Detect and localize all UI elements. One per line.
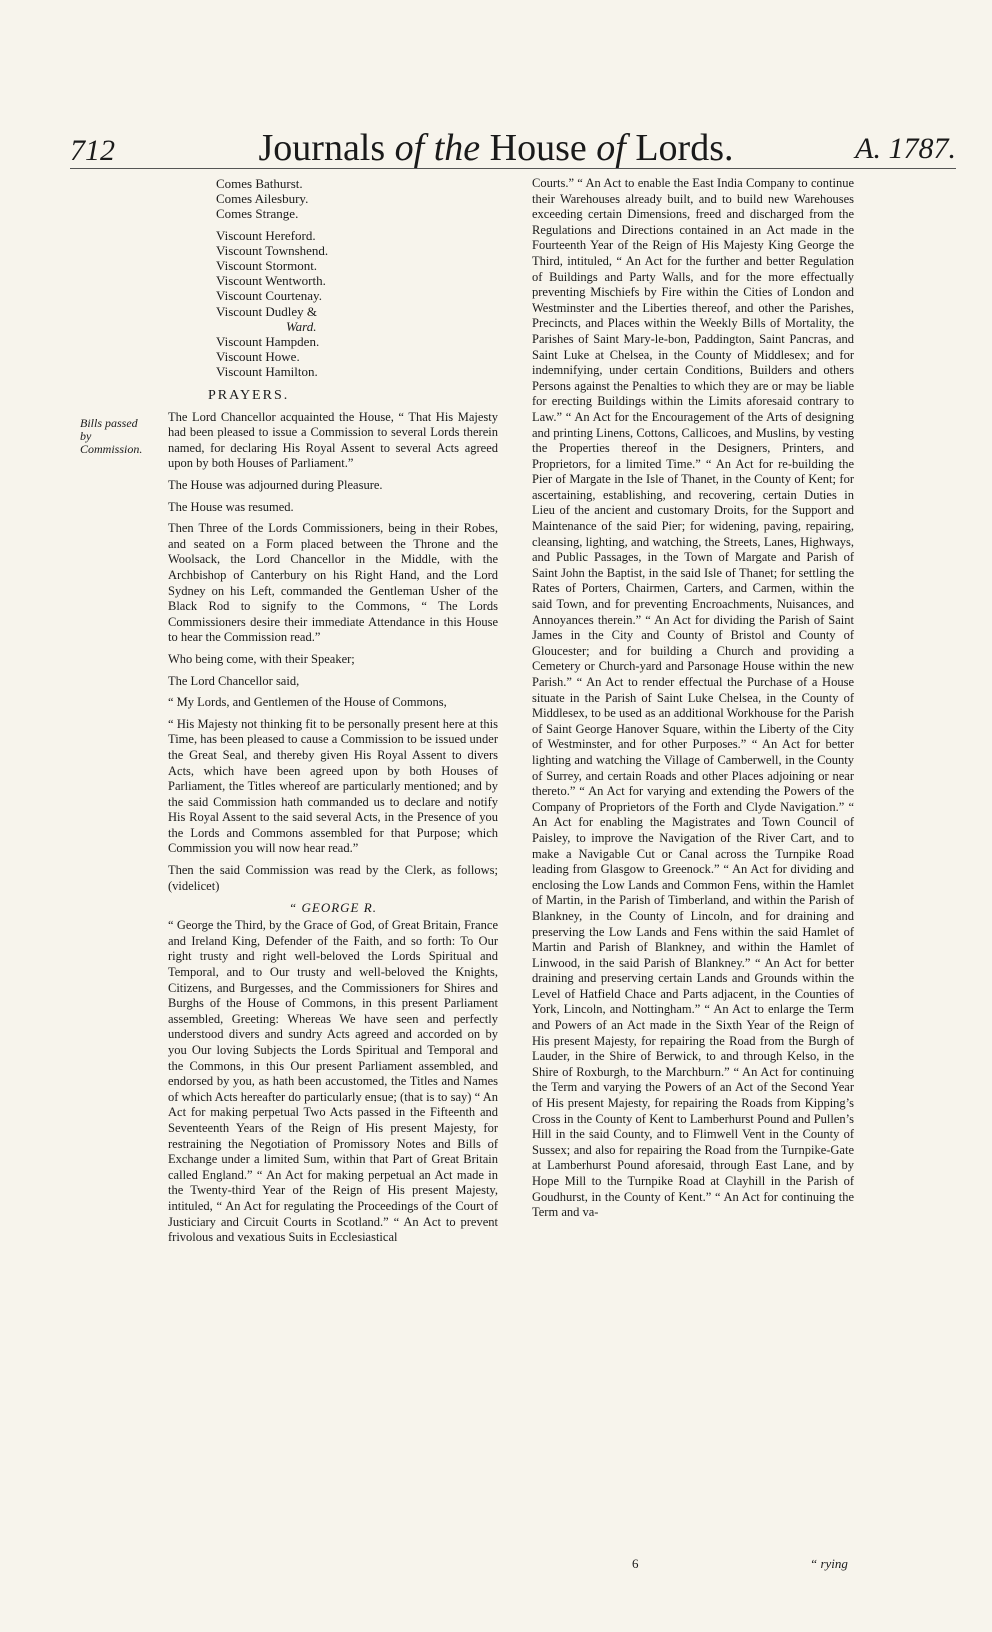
page-title — [0, 126, 992, 170]
para-resumed: The House was resumed. — [168, 499, 294, 514]
peer-viscount-4: Viscount Wentworth. — [216, 273, 326, 289]
title-word-3: the — [433, 127, 481, 169]
para-adjourned: The House was adjourned during Pleasure. — [168, 478, 383, 493]
george-r-heading: “ GEORGE R. — [289, 900, 377, 916]
peer-viscount-3: Viscount Stormont. — [216, 258, 318, 274]
para-address: “ My Lords, and Gentlemen of the House of Commons, — [168, 695, 447, 710]
peer-earl-2: Comes Ailesbury. — [216, 191, 309, 207]
catchword: “ rying — [810, 1556, 848, 1571]
peer-viscount-9: Viscount Hamilton. — [216, 364, 318, 380]
peer-viscount-7: Viscount Hampden. — [216, 334, 320, 350]
page-year: A. 1787. — [855, 132, 956, 165]
peer-viscount-6-cont: Ward. — [286, 318, 317, 334]
margin-note: Bills passed by Commission. — [80, 416, 143, 456]
para-acts-list: Courts.” “ An Act to enable the East India Company to continue their Warehouses already built, and to build new Warehouses exceeding certain Dimensions, freed and discharged from the Regulations and Directions contained in an Act made in the Fourteenth Year of the Reign of His Majesty King George the Third, intituled, “ An Act for the further and better Regulation of Buildings and Party Walls, and for the more effectually preventing Mischiefs by Fire within the Cities of London and Westminster and the Liberties thereof, and other the Parishes, Precincts, and Places within the Weekly Bills of Mortality, the Parishes of Saint Mary-le-bon, Paddington, Saint Pancras, and Saint Luke at Chelsea, in the County of Middlesex; and for indemnifying, under certain Conditions, Builders and others Persons against the Penalties to which they are or may be liable for erecting Buildings within the Limits aforesaid contrary to Law.” “ An Act for the Encouragement of the Arts of designing and printing Linens, Cottons, Callicoes, and Muslins, by vesting the Properties thereof in the Designers, Printers, and Proprietors, for a limited Time.” “ An Act for re-building the Pier of Margate in the Isle of Thanet, in the County of Kent; for ascertaining, establishing, and recovering, certain Duties in Lieu of the ancient and customary Droits, for the Support and Maintenance of the said Pier; for widening, paving, repairing, cleansing, lighting, and watching, the Streets, Lanes, Highways, and Public Passages, in the Town of Margate and Parish of Saint John the Baptist, in the said Isle of Thanet; for settling the Rates of Porters, Chairmen, Carters, and Carmen, within the said Town, and for preventing Encroachments, Nuisances, and Annoyances therein.” “ An Act for dividing the Parish of Saint James in the City and County of Bristol and County of Gloucester; and for building a Church and providing a Cemetery or Church-yard and Parsonage House within the new Parish.” “ An Act to render effectual the Purchase of a House situate in the Parish of Saint Luke Chelsea, in the County of Middlesex, to be used as an additional Workhouse for the Parish of Saint George Hanover Square, within the Liberty of the City of Westminster, and for other Purposes.” “ An Act for better lighting and watching the Village of Camberwell, in the County of Surrey, and certain Roads and other Places adjoining or near thereto.” “ An Act for varying and extending the Powers of the Company of Proprietors of the Forth and Clyde Navigation.” “ An Act for enabling the Magistrates and Town Council of Paisley, to improve the Navigation of the River Cart, and to make a Navigable Cut or Canal across the Turnpike Road leading from Glasgow to Greenock.” “ An Act for dividing and enclosing the Low Lands and Common Fens, within the Hamlet of Martin, in the Parish of Timberland, and within the Parish of Blankney, in the County of Lincoln, and for draining and preserving the Low Lands and Fens within the said Hamlet of Martin and Parish of Blankney, and within the Hamlet of Linwood, in the said Parish of Blankney.” “ An Act for better draining and preserving certain Lands and Grounds within the Level of Hatfield Chace and Parts adjacent, in the Counties of York, Lincoln, and Nottingham.” “ An Act to enlarge the Term and Powers of an Act made in the Sixth Year of the Reign of His present Majesty, for repairing the Road from the Burgh of Lauder, in the Shire of Berwick, to and through Kelso, in the Shire of Roxburgh, to the Marchburn.” “ An Act for continuing the Term and varying the Powers of an Act of the Second Year of His present Majesty, for repairing the Roads from Kipping’s Cross in the County of Kent to Lamberhurst Pound and Pullen’s Hill in the said County, and to Flimwell Vent in the County of Sussex; and also for repairing the Road from the Turnpike-Gate at Lamberhurst Pound aforesaid, through East Lane, and by Hope Mill to the Turnpike Road at Clayhill in the Parish of Goudhurst, in the County of Kent.” “ An Act for continuing the Term and va- — [532, 176, 854, 1220]
para-commissioners: Then Three of the Lords Commissioners, being in their Robes, and seated on a Form placed between the Throne and the Woolsack, the Lord Chancellor in the Middle, with the Archbishop of Canterbury on his Right Hand, and the Lord Sydney on his Left, commanded the Gentleman Usher of the Black Rod to signify to the Commons, “ The Lords Commissioners desire their immediate Attendance in this House to hear the Commission read.” — [168, 521, 498, 645]
header-rule — [70, 168, 956, 169]
peer-viscount-2: Viscount Townshend. — [216, 242, 329, 258]
left-column — [168, 176, 498, 1252]
title-word-1: Journals — [258, 127, 386, 169]
para-chancellor-acquainted: The Lord Chancellor acquainted the House, “ That His Majesty had been pleased to issue a Commission to several Lords therein named, for declaring His Royal Assent to several Acts agreed upon by both Houses of Parliament.” — [168, 409, 498, 471]
para-majesty-speech: “ His Majesty not thinking fit to be personally present here at this Time, has been pleased to cause a Commission to be issued under the Great Seal, and thereby given His Royal Assent to divers Acts, which have been agreed upon by both Houses of Parliament, the Titles whereof are particularly mentioned; and by the said Commission hath commanded us to declare and notify His Royal Assent to the said several Acts, in the Presence of you the Lords and Commons assembled for that Purpose; which Commission you will now hear read.” — [168, 716, 498, 856]
title-word-6: Lords. — [635, 127, 734, 169]
para-commission-read: Then the said Commission was read by the Clerk, as follows; (videlicet) — [168, 863, 498, 893]
para-commission-text: “ George the Third, by the Grace of God, of Great Britain, France and Ireland King, Defender of the Faith, and so forth: To Our right trusty and right well-beloved the Lords Spiritual and Temporal, and to Our trusty and well-beloved the Knights, Citizens, and Burgesses, and the Commissioners for Shires and Burghs of the House of Commons, in this present Parliament assembled, Greeting: Whereas We have seen and perfectly understood divers and sundry Acts agreed and accorded on by you Our loving Subjects the Lords Spiritual and Temporal and the Commons, in this Our present Parliament assembled, and endorsed by you, as hath been accustomed, the Titles and Names of which Acts hereafter do particularly ensue; (that is to say) “ An Act for making perpetual Two Acts passed in the Fifteenth and Seventeenth Years of the Reign of His present Majesty, for restraining the Negotiation of Promissory Notes and Bills of Exchange under a limited Sum, within that Part of Great Britain called England.” “ An Act for making perpetual an Act made in the Twenty-third Year of the Reign of His present Majesty, intituled, “ An Act for regulating the Proceedings of the Court of Justiciary and Circuit Courts in Scotland.” “ An Act to prevent frivolous and vexatious Suits in Ecclesiastical — [168, 918, 498, 1245]
para-chancellor-said: The Lord Chancellor said, — [168, 673, 300, 688]
peer-list — [216, 176, 498, 380]
peer-viscount-5: Viscount Courtenay. — [216, 288, 322, 304]
peer-viscount-1: Viscount Hereford. — [216, 227, 316, 243]
right-column — [532, 176, 854, 1227]
prayers-heading: PRAYERS. — [208, 387, 290, 403]
page-number: 712 — [70, 134, 115, 167]
peer-viscount-6: Viscount Dudley & — [216, 303, 318, 319]
para-being-come: Who being come, with their Speaker; — [168, 651, 355, 666]
title-word-4: House — [489, 127, 587, 169]
peer-viscount-8: Viscount Howe. — [216, 349, 300, 365]
peer-earl-3: Comes Strange. — [216, 206, 299, 222]
signature-mark: 6 — [632, 1556, 639, 1571]
peer-earl-1: Comes Bathurst. — [216, 176, 303, 191]
title-word-5: of — [596, 127, 626, 169]
title-word-2: of — [394, 127, 425, 169]
